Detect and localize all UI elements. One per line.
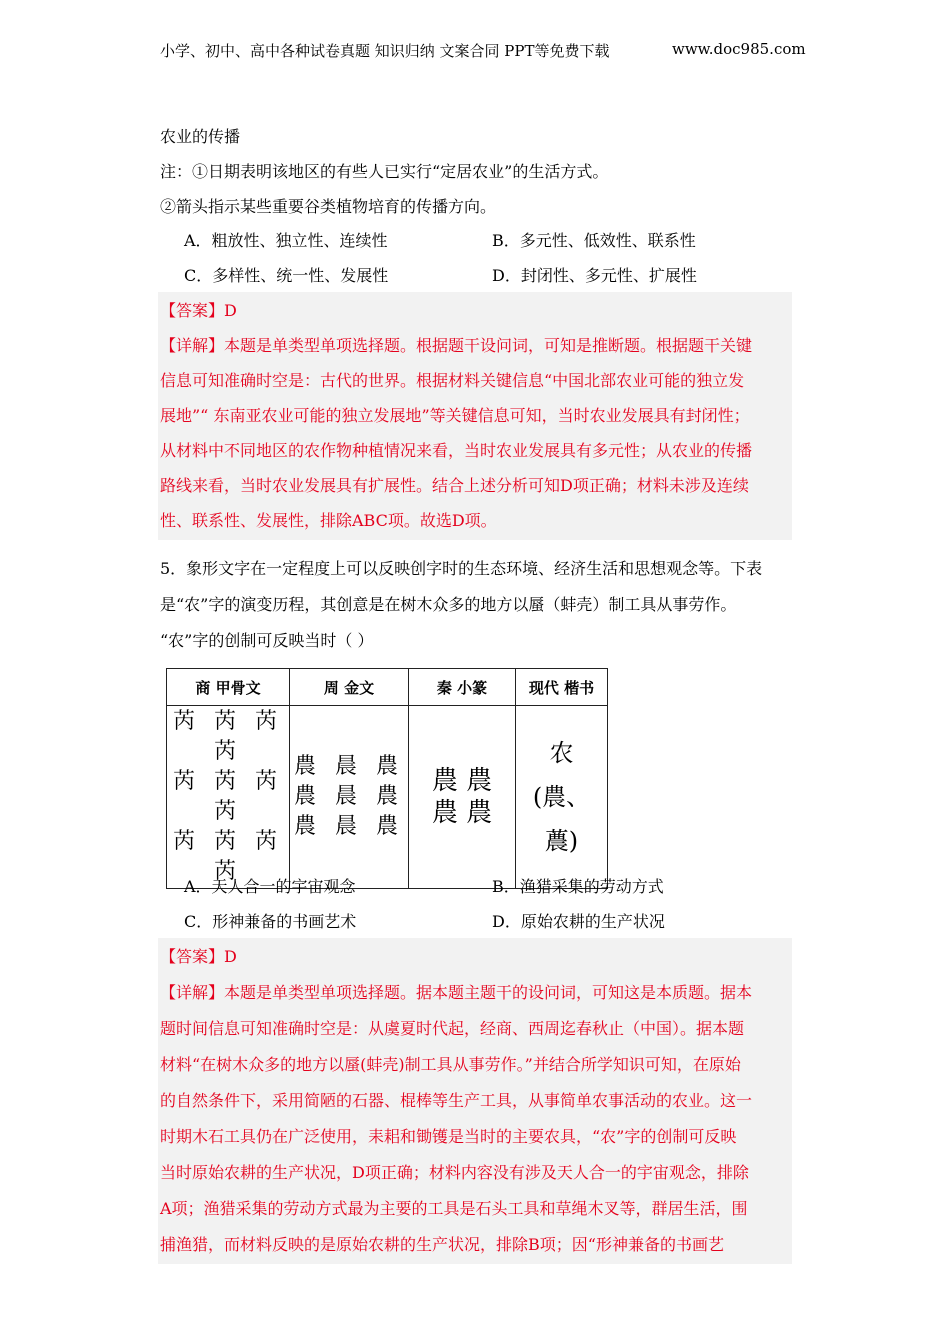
- q5-explain-line-1: 【详解】本题是单类型单项选择题。据本题主题干的设问词，可知这是本质题。据本: [160, 983, 753, 1002]
- q5-answer: 【答案】D: [160, 947, 237, 966]
- q5-explain-line-8: 捕渔猎，而材料反映的是原始农耕的生产状况，排除B项；因“形神兼备的书画艺: [160, 1235, 724, 1254]
- q5-answer-box: [158, 938, 792, 1264]
- q5-stem-2: 是“农”字的演变历程，其创意是在树木众多的地方以蜃（蚌壳）制工具从事劳作。: [160, 595, 737, 614]
- seal-glyph-row: 農 農: [431, 798, 493, 828]
- q4-note-2: ②箭头指示某些重要谷类植物培育的传播方向。: [160, 197, 497, 216]
- header-qin-seal: 秦 小篆: [409, 669, 516, 706]
- q4-option-b: B．多元性、低效性、联系性: [492, 231, 696, 250]
- cell-bronze-glyphs: [290, 706, 409, 889]
- q4-explain-line-6: 性、联系性、发展性，排除ABC项。故选D项。: [160, 511, 497, 530]
- oracle-glyph-row: 芮 芮 芮 芮: [173, 829, 283, 884]
- character-evolution-table: [166, 668, 608, 889]
- q4-option-d: D．封闭性、多元性、扩展性: [492, 266, 697, 285]
- q5-explain-line-7: A项；渔猎采集的劳动方式最为主要的工具是石头工具和草绳木叉等，群居生活，围: [160, 1199, 748, 1218]
- q4-note-1: 注：①日期表明该地区的有些人已实行“定居农业”的生活方式。: [160, 162, 609, 181]
- q4-explain-line-4: 从材料中不同地区的农作物种植情况来看，当时农业发展具有多元性；从农业的传播: [160, 441, 753, 460]
- header-site-url: www.doc985.com: [672, 40, 806, 58]
- q5-explain-line-3: 材料“在树木众多的地方以蜃(蚌壳)制工具从事劳作。”并结合所学知识可知，在原始: [160, 1055, 741, 1074]
- seal-glyph-row: 農 農: [431, 766, 493, 796]
- q4-option-c: C．多样性、统一性、发展性: [184, 266, 389, 285]
- modern-glyph-variants: (農、蕽): [532, 783, 591, 855]
- cell-modern-glyphs: [516, 706, 608, 889]
- q4-explain-line-1: 【详解】本题是单类型单项选择题。根据题干设问词，可知是推断题。根据题干关键: [160, 336, 753, 355]
- q5-explain-line-6: 当时原始农耕的生产状况，D项正确；材料内容没有涉及天人合一的宇宙观念，排除: [160, 1163, 749, 1182]
- q5-option-c: C．形神兼备的书画艺术: [184, 912, 357, 931]
- q5-option-a: A．天人合一的宇宙观念: [184, 877, 356, 896]
- q5-explain-line-2: 题时间信息可知准确时空是：从虞夏时代起，经商、西周迄春秋止（中国）。据本题: [160, 1019, 745, 1038]
- q5-explain-line-5: 时期木石工具仍在广泛使用，耒耜和锄镬是当时的主要农具，“农”字的创制可反映: [160, 1127, 737, 1146]
- q4-explain-line-5: 路线来看，当时农业发展具有扩展性。结合上述分析可知D项正确；材料未涉及连续: [160, 476, 749, 495]
- q5-option-d: D．原始农耕的生产状况: [492, 912, 665, 931]
- page-header: [160, 40, 806, 61]
- q5-explain-tag: 【详解】: [160, 983, 225, 1002]
- q4-title: 农业的传播: [160, 127, 241, 146]
- oracle-glyph-row: 芮 芮 芮 芮: [173, 769, 283, 824]
- bronze-glyph-row: 農 晨 農: [294, 754, 404, 779]
- q4-option-a: A．粗放性、独立性、连续性: [184, 231, 388, 250]
- modern-glyph: 农: [549, 739, 574, 767]
- q4-answer-box: [158, 292, 792, 540]
- q5-explain-line-4: 的自然条件下，采用简陋的石器、棍棒等生产工具，从事简单农事活动的农业。这一: [160, 1091, 753, 1110]
- q5-stem-1: 5．象形文字在一定程度上可以反映创字时的生态环境、经济生活和思想观念等。下表: [160, 559, 763, 578]
- bronze-glyph-row: 農 晨 農: [294, 814, 404, 839]
- oracle-glyph-row: 芮 芮 芮 芮: [173, 709, 283, 764]
- cell-oracle-glyphs: [167, 706, 290, 889]
- q5-stem-3: “农”字的创制可反映当时（ ）: [160, 631, 374, 650]
- q4-answer: 【答案】D: [160, 301, 237, 320]
- bronze-glyph-row: 農 晨 農: [294, 784, 404, 809]
- q5-option-b: B．渔猎采集的劳动方式: [492, 877, 664, 896]
- header-modern-regular: 现代 楷书: [516, 669, 608, 706]
- q4-explain-tag: 【详解】: [160, 336, 225, 355]
- q4-explain-line-3: 展地”“ 东南亚农业可能的独立发展地”等关键信息可知，当时农业发展具有封闭性；: [160, 406, 750, 425]
- header-shang-oracle: 商 甲骨文: [167, 669, 290, 706]
- header-promo-text: 小学、初中、高中各种试卷真题 知识归纳 文案合同 PPT等免费下载: [160, 42, 610, 60]
- q4-explain-line-2: 信息可知准确时空是：古代的世界。根据材料关键信息“中国北部农业可能的独立发: [160, 371, 745, 390]
- header-zhou-bronze: 周 金文: [290, 669, 409, 706]
- cell-seal-glyphs: [409, 706, 516, 889]
